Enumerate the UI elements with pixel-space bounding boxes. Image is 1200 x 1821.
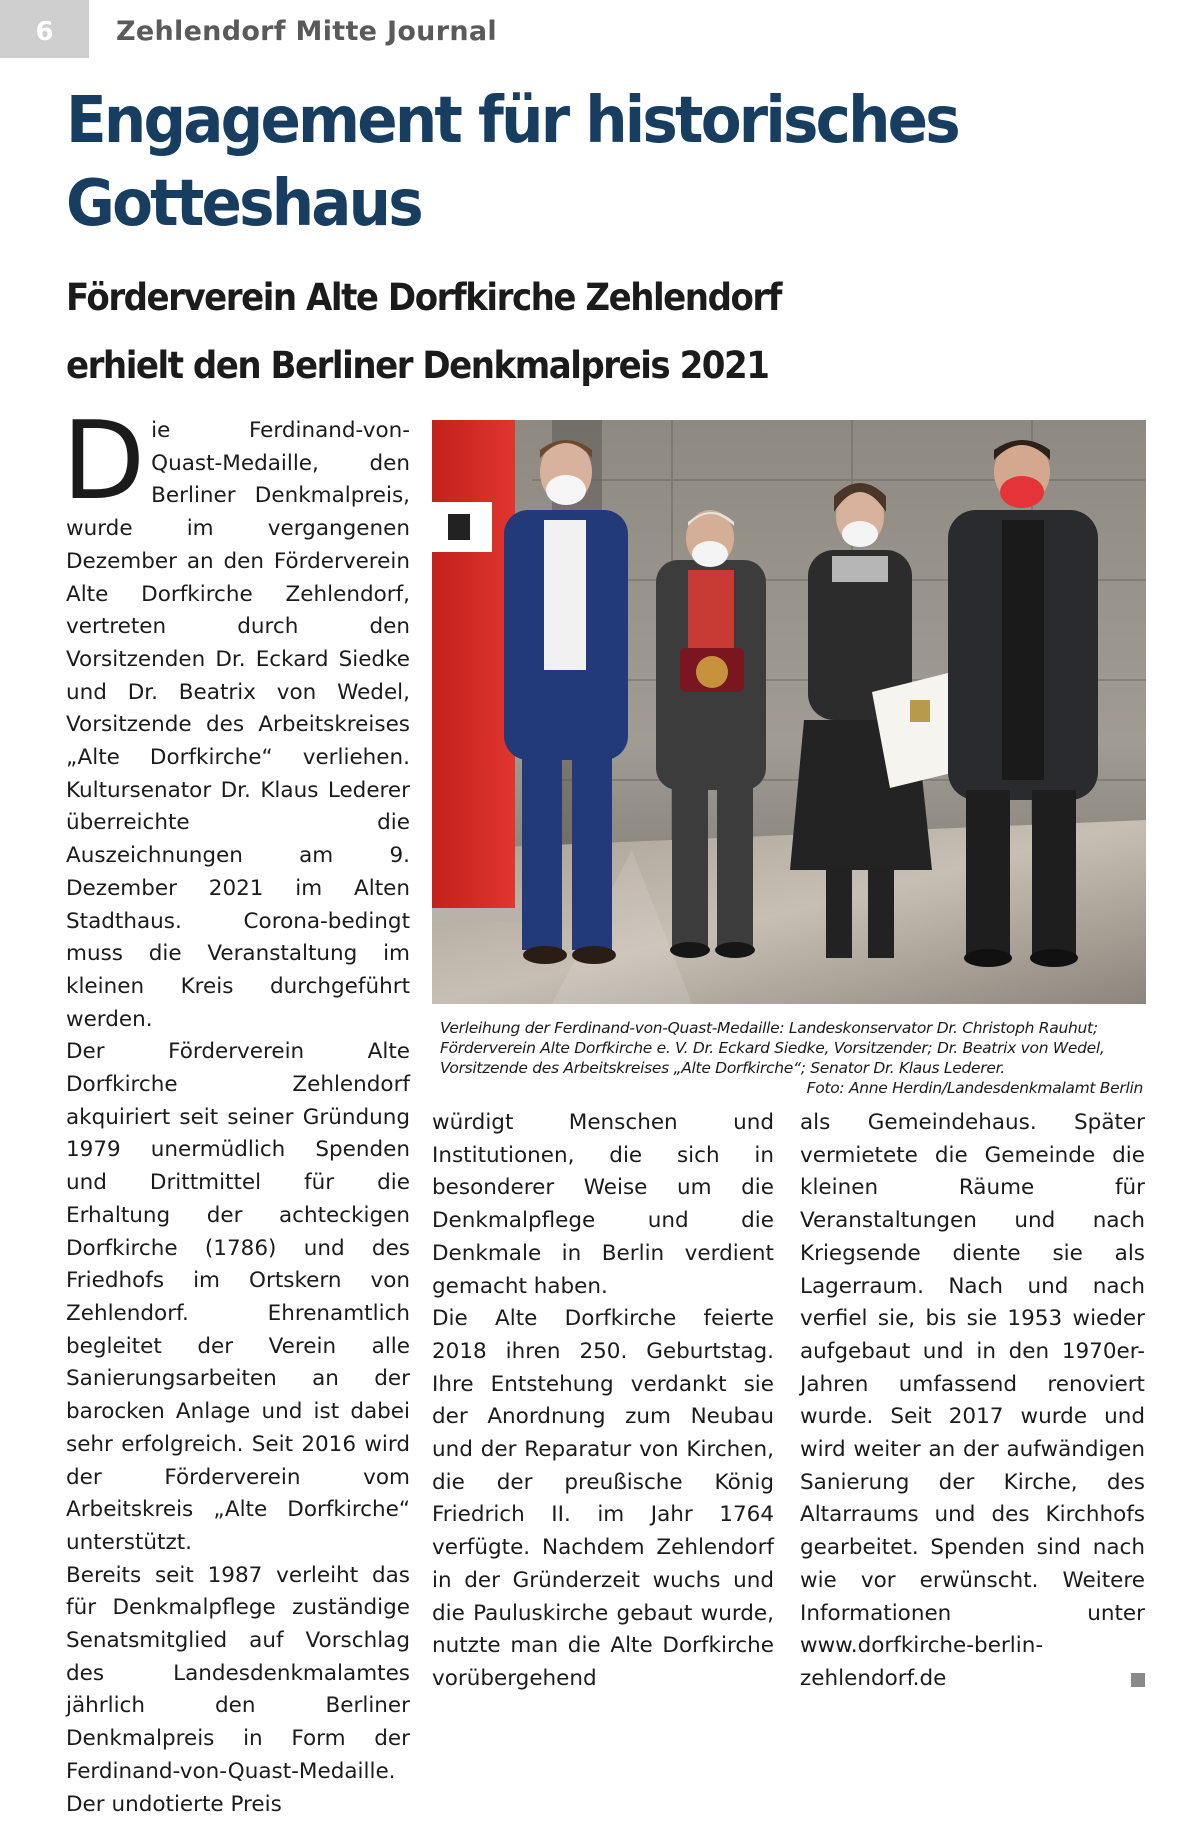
journal-name: Zehlendorf Mitte Journal bbox=[116, 16, 497, 47]
article-subhead bbox=[66, 264, 1078, 400]
headline-line-1: Engagement für historisches bbox=[66, 84, 958, 158]
text-column-1 bbox=[62, 399, 410, 1821]
text-column-3 bbox=[800, 1107, 1145, 1696]
subhead-line-2: erhielt den Berliner Denkmalpreis 2021 bbox=[66, 344, 769, 387]
caption-text: Verleihung der Ferdinand-von-Quast-Medaille: Landeskonservator Dr. Christoph Rauhut; Förderverein Alte Dorfkirche e. V. Dr. Eckard Siedke, Vorsitzender; Dr. Beatrix von Wedel, Vorsitzende des Arbeitskreises „Alte Dorfkirche“; Senator Dr. Klaus Lederer. bbox=[440, 1019, 1105, 1077]
headline-line-2: Gotteshaus bbox=[66, 167, 421, 241]
subhead-line-1: Förderverein Alte Dorfkirche Zehlendorf bbox=[66, 276, 782, 319]
photo-caption bbox=[440, 1018, 1143, 1098]
end-of-article-square-icon bbox=[1131, 1673, 1145, 1687]
page-number: 6 bbox=[0, 0, 89, 58]
text-column-2 bbox=[432, 1107, 774, 1696]
article-headline bbox=[66, 80, 1089, 246]
paragraph-3: Bereits seit 1987 verleiht das für Denkmalpflege zuständige Senatsmitglied auf Vorschlag des Landesdenkmalamtes jährlich den Berliner Denkmalpreis in Form der Ferdinand-von-Quast-Medaille. Der undotierte Preis bbox=[66, 1562, 410, 1817]
paragraph-5: Die Alte Dorfkirche feierte 2018 ihren 250. Geburtstag. Ihre Entstehung verdankt sie der Anordnung zum Neubau und der Reparatur von Kirchen, die der preußische König Friedrich II. im Jahr 1764 verfügte. Nachdem Zehlendorf in der Gründerzeit wuchs und die Pauluskirche gebaut wurde, nutzte man die Alte Dorfkirche vorübergehend bbox=[432, 1306, 774, 1691]
paragraph-4: würdigt Menschen und Institutionen, die sich in besonderer Weise um die Denkmalpflege und die Denkmale in Berlin verdient gemacht haben. bbox=[432, 1110, 774, 1299]
paragraph-2: Der Förderverein Alte Dorfkirche Zehlendorf akquiriert seit seiner Gründung 1979 unermüdlich Spenden und Drittmittel für die Erhaltung der achteckigen Dorfkirche (1786) und des Friedhofs im Ortskern von Zehlendorf. Ehrenamtlich begleitet der Verein alle Sanierungsarbeiten an der barocken Anlage und ist dabei sehr erfolgreich. Seit 2016 wird der Förderverein vom Arbeitskreis „Alte Dorfkirche“ unterstützt. bbox=[66, 1039, 410, 1555]
paragraph-6-text: als Gemeindehaus. Später vermietete die Gemeinde die kleinen Räume für Veranstaltungen und nach Kriegsende diente sie als Lagerraum. Nach und nach verfiel sie, bis sie 1953 wieder aufgebaut und in den 1970er-Jahren umfassend renoviert wurde. Seit 2017 wurde und wird weiter an der aufwändigen Sanierung der Kirche, des Altarraums und des Kirchhofs gearbeitet. Spenden sind nach wie vor erwünscht. Weitere Informationen unter www.dorfkirche-berlin-zehlendorf.de bbox=[800, 1110, 1145, 1691]
drop-cap: D bbox=[62, 399, 146, 524]
paragraph-1: ie Ferdinand-von-Quast-Medaille, den Berliner Denkmalpreis, wurde im vergangenen Dezember an den Förderverein Alte Dorfkirche Zehlendorf, vertreten durch den Vorsitzenden Dr. Eckard Siedke und Dr. Beatrix von Wedel, Vorsitzende des Arbeitskreises „Alte Dorfkirche“ verliehen. Kultursenator Dr. Klaus Lederer überreichte die Auszeichnungen am 9. Dezember 2021 im Alten Stadthaus. Corona-bedingt muss die Veranstaltung im kleinen Kreis durchgeführt werden. bbox=[66, 418, 410, 1032]
award-photo bbox=[432, 420, 1146, 1004]
paragraph-6 bbox=[800, 1107, 1145, 1696]
photo-credit: Foto: Anne Herdin/Landesdenkmalamt Berlin bbox=[806, 1079, 1143, 1097]
